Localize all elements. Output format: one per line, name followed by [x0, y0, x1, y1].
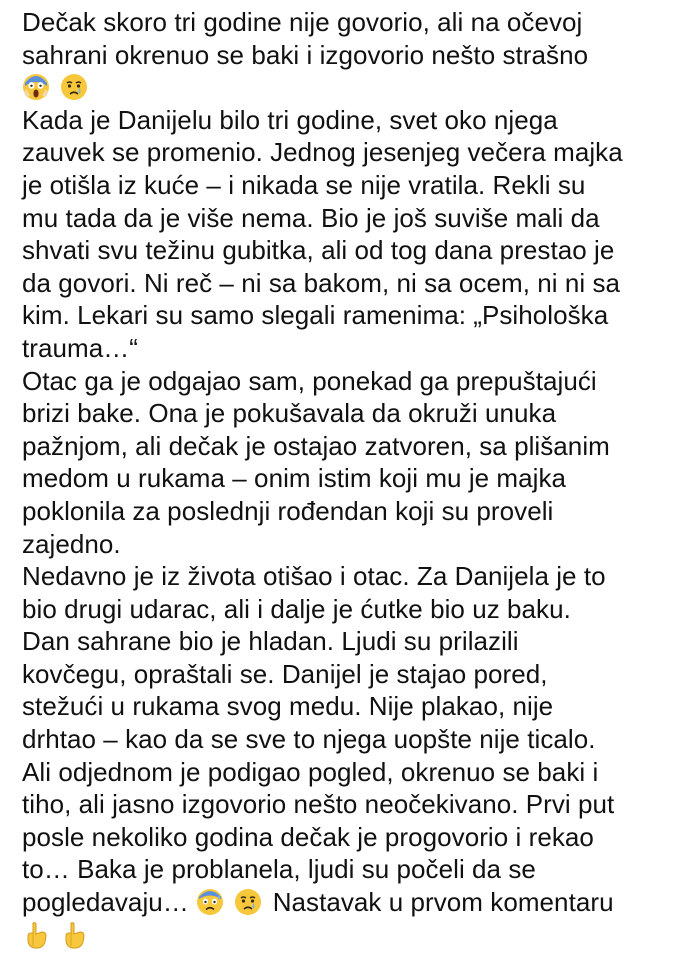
paragraph3-line-5: stežući u rukama svog medu. Nije plakao, nije [22, 691, 554, 722]
paragraph3-line-1: Nedavno je iz života otišao i otac. Za Danijela je to [22, 561, 606, 592]
crying-emoji-icon [60, 73, 88, 101]
paragraph3-line-7: Ali odjednom je podigao pogled, okrenuo se baki i [22, 756, 599, 787]
title-line-2: sahrani okrenuo se baki i izgovorio nešto strašno [22, 39, 589, 70]
last-line [22, 886, 684, 919]
paragraph1-line-2: zauvek se promenio. Jednog jesenjeg večera majka [22, 137, 623, 168]
paragraph1-line-1: Kada je Danijelu bilo tri godine, svet oko njega [22, 104, 558, 135]
pointing-down-icon [60, 921, 88, 949]
paragraph1-line-4: mu tada da je više nema. Bio je još suviše mali da [22, 202, 600, 233]
paragraph3-line-2: bio drugi udarac, ali i dalje je ćutke bio uz baku. [22, 593, 571, 624]
paragraph1-line-7: kim. Lekari su samo slegali ramenima: „Psihološka [22, 300, 609, 331]
ending-emoji-row [22, 919, 684, 952]
last-line-text: pogledavaju… [22, 887, 189, 918]
paragraph1-line-6: da govori. Ni reč – ni sa bakom, ni sa ocem, ni ni sa [22, 267, 621, 298]
paragraph3-line-9: posle nekoliko godina dečak je progovorio i rekao [22, 821, 594, 852]
continue-in-comments-text: Nastavak u prvom komentaru [272, 887, 614, 918]
paragraph2-line-6: zajedno. [22, 528, 121, 559]
anxious-sweat-emoji-icon [196, 888, 224, 916]
paragraph1-line-3: je otišla iz kuće – i nikada se nije vratila. Rekli su [22, 169, 586, 200]
paragraph3-line-10: to… Baka je problanela, ljudi su počeli da se [22, 854, 536, 885]
paragraph1-line-5: shvati svu težinu gubitka, ali od tog dana prestao je [22, 235, 615, 266]
paragraph2-line-3: pažnjom, ali dečak je ostajao zatvoren, sa plišanim [22, 430, 610, 461]
paragraph2-line-5: poklonila za poslednji rođendan koji su proveli [22, 495, 554, 526]
title-emoji-row [22, 71, 684, 104]
crying-emoji-icon [234, 888, 262, 916]
paragraph3-line-3: Dan sahrane bio je hladan. Ljudi su prilazili [22, 626, 519, 657]
paragraph3-line-4: kovčegu, opraštali se. Danijel je stajao pored, [22, 658, 548, 689]
paragraph2-line-2: brizi bake. Ona je pokušavala da okruži unuka [22, 398, 557, 429]
scream-emoji-icon [22, 73, 50, 101]
paragraph1-line-8: trauma…“ [22, 332, 138, 363]
paragraph2-line-1: Otac ga je odgajao sam, ponekad ga prepuštajući [22, 365, 597, 396]
paragraph3-line-6: drhtao – kao da se sve to njega uopšte nije ticalo. [22, 724, 596, 755]
title-line-1: Dečak skoro tri godine nije govorio, ali na očevoj [22, 7, 583, 37]
pointing-down-icon [22, 921, 50, 949]
paragraph2-line-4: medom u rukama – onim istim koji mu je majka [22, 463, 567, 494]
paragraph3-line-8: tiho, ali jasno izgovorio nešto neočekivano. Prvi put [22, 789, 615, 820]
